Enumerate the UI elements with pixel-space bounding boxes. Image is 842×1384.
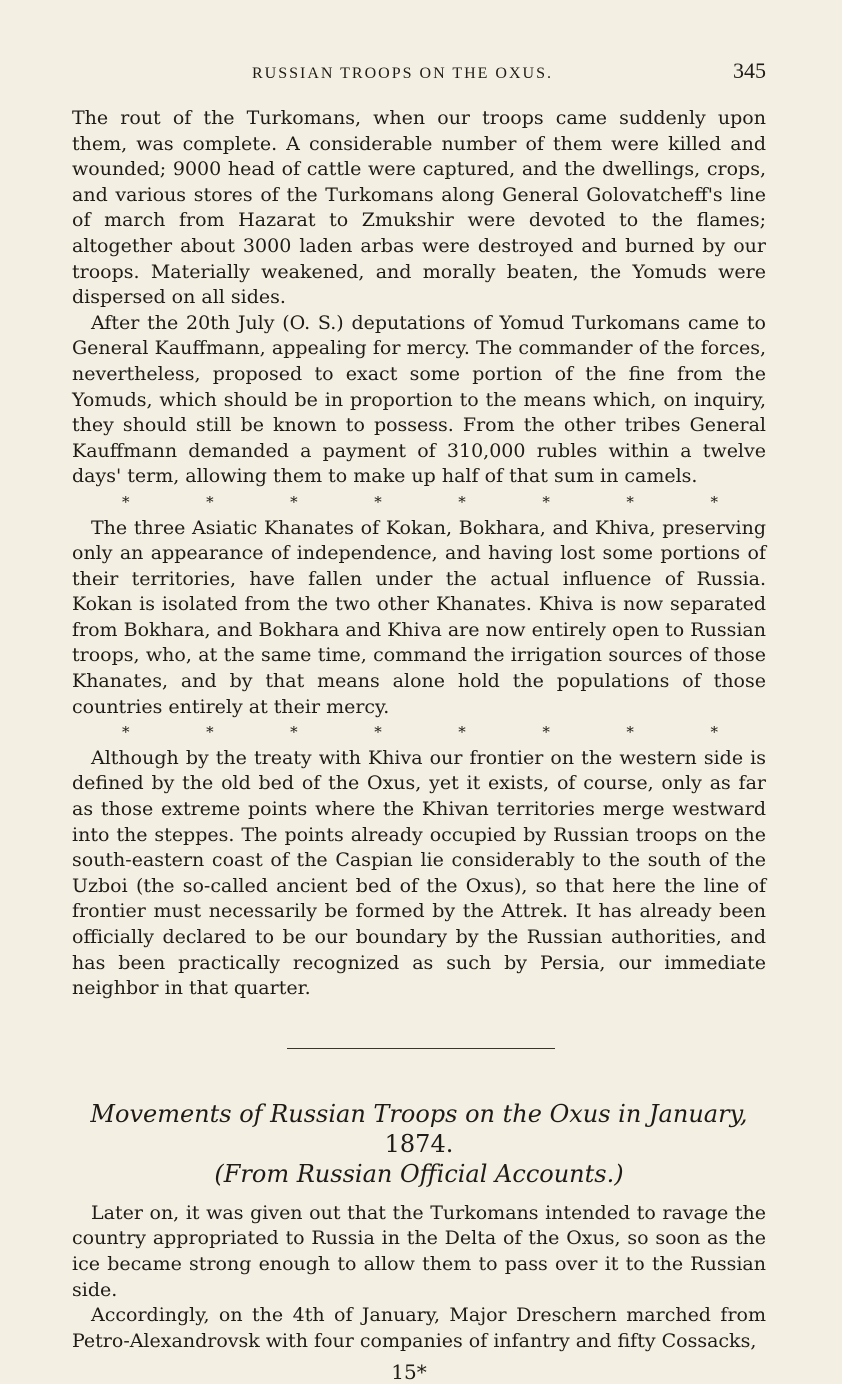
horizontal-rule — [287, 1048, 555, 1049]
section-heading-text: Movements of Russian Troops on the Oxus in January, — [90, 1099, 748, 1128]
section-heading-year: 1874. — [384, 1129, 454, 1158]
paragraph-ice-threat: Later on, it was given out that the Turkomans intended to ravage the country appropriated to Russia in the Delta of the Oxus, so soon as the ice became strong enough to allow them to pass over it to the Russian side. — [72, 1201, 766, 1301]
asterism-divider — [72, 720, 766, 746]
asterisk: * — [458, 492, 466, 511]
asterisk: * — [458, 723, 466, 742]
book-page — [72, 58, 766, 1384]
section-heading — [72, 1099, 766, 1159]
paragraph-dreschern-march: Accordingly, on the 4th of January, Major Dreschern marched from Petro-Alexandrovsk with four companies of infantry and fifty Cossacks, — [72, 1304, 766, 1352]
asterisk: * — [206, 723, 214, 742]
running-title: RUSSIAN TROOPS ON THE OXUS. — [251, 65, 553, 82]
asterisk: * — [374, 723, 382, 742]
asterisk: * — [290, 492, 298, 511]
page-number: 345 — [733, 58, 766, 83]
asterisk: * — [206, 492, 214, 511]
asterisk: * — [710, 723, 718, 742]
paragraph-khanates: The three Asiatic Khanates of Kokan, Bokhara, and Khiva, preserving only an appearance of independence, and having lost some portions of their territories, have fallen under the actual influence of Russia. Kokan is isolated from the two other Khanates. Khiva is now separated from Bokhara, and Bokhara and Khiva are now entirely open to Russian troops, who, at the same time, command the irrigation sources of those Khanates, and by that means alone hold the populations of those countries entirely at their mercy. — [72, 516, 766, 718]
signature-mark: 15* — [391, 1360, 427, 1384]
paragraph-turkoman-rout: The rout of the Turkomans, when our troops came suddenly upon them, was complete. A considerable number of them were killed and wounded; 9000 head of cattle were captured, and the dwellings, crops, and various stores of the Turkomans along General Golovatcheff's line of march from Hazarat to Zmukshir were devoted to the flames; altogether about 3000 laden arbas were destroyed and burned by our troops. Materially weakened, and morally beaten, the Yomuds were dispersed on all sides. — [72, 107, 766, 309]
asterisk: * — [122, 492, 130, 511]
section-rule — [72, 1048, 766, 1049]
paragraph-deputations: After the 20th July (O. S.) deputations of Yomud Turkomans came to General Kauffmann, appealing for mercy. The commander of the forces, nevertheless, proposed to exact some portion of the fine from the Yomuds, which should be in proportion to the means which, on inquiry, they should still be known to possess. From the other tribes General Kauffmann demanded a payment of 310,000 rubles within a twelve days' term, allowing them to make up half of that sum in camels. — [72, 311, 766, 488]
asterisk: * — [626, 492, 634, 511]
asterisk: * — [374, 492, 382, 511]
asterisk: * — [710, 492, 718, 511]
running-header — [72, 58, 766, 88]
asterisk: * — [542, 723, 550, 742]
section-subheading: (From Russian Official Accounts.) — [214, 1159, 624, 1188]
asterisk: * — [290, 723, 298, 742]
asterisk: * — [542, 492, 550, 511]
asterisk: * — [626, 723, 634, 742]
asterisk: * — [122, 723, 130, 742]
paragraph-frontier: Although by the treaty with Khiva our frontier on the western side is defined by the old bed of the Oxus, yet it exists, of course, only as far as those extreme points where the Khivan territories merge westward into the steppes. The points already occupied by Russian troops on the south-eastern coast of the Caspian lie considerably to the south of the Uzboi (the so-called ancient bed of the Oxus), so that here the line of frontier must necessarily be formed by the Attrek. It has already been officially declared to be our boundary by the Russian authorities, and has been practically recognized as such by Persia, our immediate neighbor in that quarter. — [72, 746, 766, 1000]
asterism-divider — [72, 490, 766, 516]
